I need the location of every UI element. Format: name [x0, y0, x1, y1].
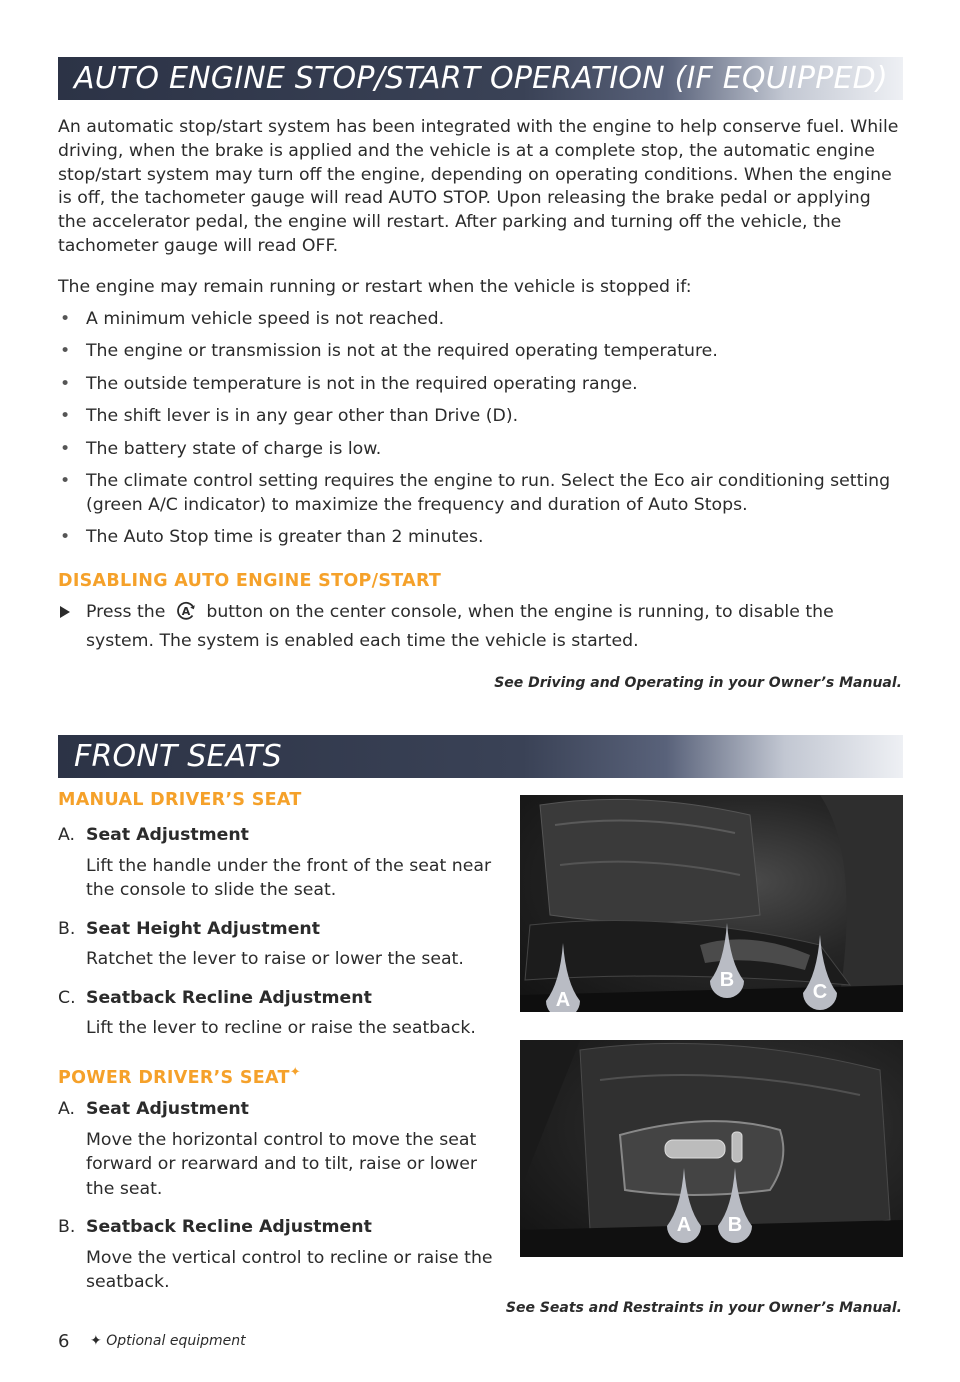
- bullet-icon: •: [60, 373, 71, 394]
- callout-a: A: [544, 943, 582, 1012]
- manual-seat-list: [58, 823, 508, 1041]
- list-item: C. Seatback Recline Adjustment Lift the lever to recline or raise the seatback.: [58, 987, 476, 1038]
- list-item: • The Auto Stop time is greater than 2 minutes.: [58, 526, 903, 550]
- list-item: • The engine or transmission is not at the required operating temperature.: [58, 340, 903, 364]
- callout-b: B: [716, 1168, 754, 1248]
- arrow-bullet-icon: [60, 606, 70, 618]
- list-item: • The shift lever is in any gear other than Drive (D).: [58, 405, 903, 429]
- owners-manual-reference: See Driving and Operating in your Owner’s Manual.: [494, 675, 902, 691]
- bullet-icon: •: [60, 438, 71, 459]
- lead-paragraph: The engine may remain running or restart when the vehicle is stopped if:: [58, 277, 692, 297]
- conditions-list: [58, 308, 903, 559]
- owners-manual-reference: See Seats and Restraints in your Owner’s Manual.: [505, 1300, 902, 1316]
- bullet-icon: •: [60, 527, 71, 548]
- power-seat-photo: [520, 1040, 903, 1257]
- manual-seat-photo: [520, 795, 903, 1012]
- list-item: B. Seat Height Adjustment Ratchet the lever to raise or lower the seat.: [58, 918, 464, 969]
- section-title: AUTO ENGINE STOP/START OPERATION (IF EQUIPPED): [74, 61, 888, 96]
- list-item: A. Seat Adjustment Lift the handle under the front of the seat near the console to slide the seat.: [58, 825, 492, 900]
- list-item: • The climate control setting requires the engine to run. Select the Eco air conditioning setting (green A/C indicator) to maximize the frequency and duration of Auto Stops.: [60, 470, 891, 515]
- intro-paragraph: An automatic stop/start system has been integrated with the engine to help conserve fuel. While driving, when the brake is applied and the vehicle is at a complete stop, the automatic engine stop/start system may turn off the engine, depending on operating conditions. When the engine is off, the tachometer gauge will read AUTO STOP. Upon releasing the brake pedal or applying the accelerator pedal, the engine will restart. After parking and turning off the vehicle, the tachometer gauge will read OFF.: [58, 117, 899, 256]
- svg-text:A: A: [181, 605, 191, 618]
- list-item: • The outside temperature is not in the required operating range.: [58, 373, 903, 397]
- manual-seat-heading: MANUAL DRIVER’S SEAT: [58, 790, 302, 810]
- auto-stop-button-icon: [175, 600, 197, 630]
- bullet-icon: •: [60, 309, 71, 329]
- list-item: • The battery state of charge is low.: [58, 438, 903, 462]
- callout-b: B: [708, 923, 746, 1003]
- section-title: FRONT SEATS: [74, 739, 282, 774]
- section-banner-front-seats: [58, 735, 903, 778]
- disable-heading: DISABLING AUTO ENGINE STOP/START: [58, 571, 442, 591]
- callout-a: A: [665, 1168, 703, 1248]
- list-item: B. Seatback Recline Adjustment Move the vertical control to recline or raise the seatback.: [58, 1217, 493, 1292]
- bullet-icon: •: [60, 341, 71, 362]
- callout-c: C: [801, 935, 839, 1012]
- section-banner-auto-stop: [58, 57, 903, 100]
- bullet-icon: •: [60, 406, 71, 427]
- optional-equipment-icon: ✦: [289, 1065, 301, 1080]
- list-item: • A minimum vehicle speed is not reached.: [58, 308, 903, 332]
- optional-equipment-icon: ✦: [90, 1333, 102, 1349]
- disable-instruction: Press the A button on the center console, when the engine is running, to disable the system. The system is enabled each time the vehicle is started.: [58, 600, 903, 654]
- list-item: A. Seat Adjustment Move the horizontal control to move the seat forward or rearward and to tilt, raise or lower the seat.: [58, 1099, 477, 1199]
- page-number: 6: [58, 1331, 70, 1352]
- power-seat-list: [58, 1097, 508, 1295]
- power-seat-illustration: [520, 1040, 903, 1257]
- bullet-icon: •: [60, 470, 71, 491]
- optional-equipment-note: ✦ Optional equipment: [90, 1333, 246, 1349]
- power-seat-heading: POWER DRIVER’S SEAT✦: [58, 1065, 301, 1088]
